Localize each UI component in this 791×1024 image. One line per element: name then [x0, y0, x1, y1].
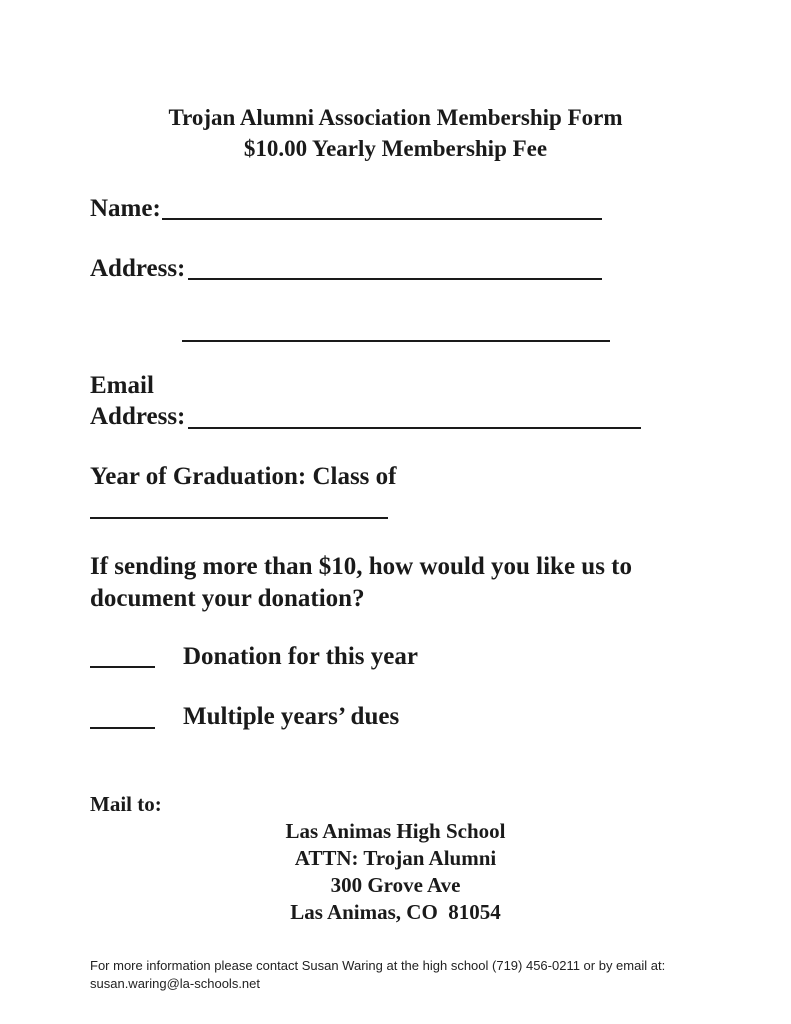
name-input-line[interactable]: [162, 218, 602, 220]
multiple-years-dues-label: Multiple years’ dues: [183, 703, 400, 730]
mail-address-attn: ATTN: Trojan Alumni: [294, 846, 497, 870]
mail-address-street: 300 Grove Ave: [330, 873, 461, 897]
name-label: Name:: [90, 195, 161, 222]
donation-question-line2: document your donation?: [90, 585, 365, 612]
address-input-line-1[interactable]: [188, 278, 602, 280]
membership-fee-subtitle: $10.00 Yearly Membership Fee: [243, 136, 548, 161]
contact-email: susan.waring@la-schools.net: [90, 976, 261, 991]
contact-info-line: For more information please contact Susan Waring at the high school (719) 456-0211 or by email at:: [90, 958, 666, 973]
email-label-line1: Email: [90, 372, 154, 399]
mail-address-city: Las Animas, CO 81054: [290, 900, 501, 924]
mail-address-school: Las Animas High School: [285, 819, 506, 843]
mail-to-label: Mail to:: [90, 792, 162, 816]
address-input-line-2[interactable]: [182, 340, 610, 342]
multiple-years-dues-checkbox-line[interactable]: [90, 727, 155, 729]
form-title: Trojan Alumni Association Membership Form: [168, 105, 623, 130]
donation-this-year-checkbox-line[interactable]: [90, 666, 155, 668]
graduation-year-input-line[interactable]: [90, 517, 388, 519]
donation-question-line1: If sending more than $10, how would you like us to: [90, 553, 633, 580]
email-input-line[interactable]: [188, 427, 641, 429]
address-label: Address:: [90, 255, 186, 282]
graduation-year-label: Year of Graduation: Class of: [90, 463, 397, 490]
email-label-line2: Address:: [90, 403, 186, 430]
donation-this-year-label: Donation for this year: [183, 643, 418, 670]
